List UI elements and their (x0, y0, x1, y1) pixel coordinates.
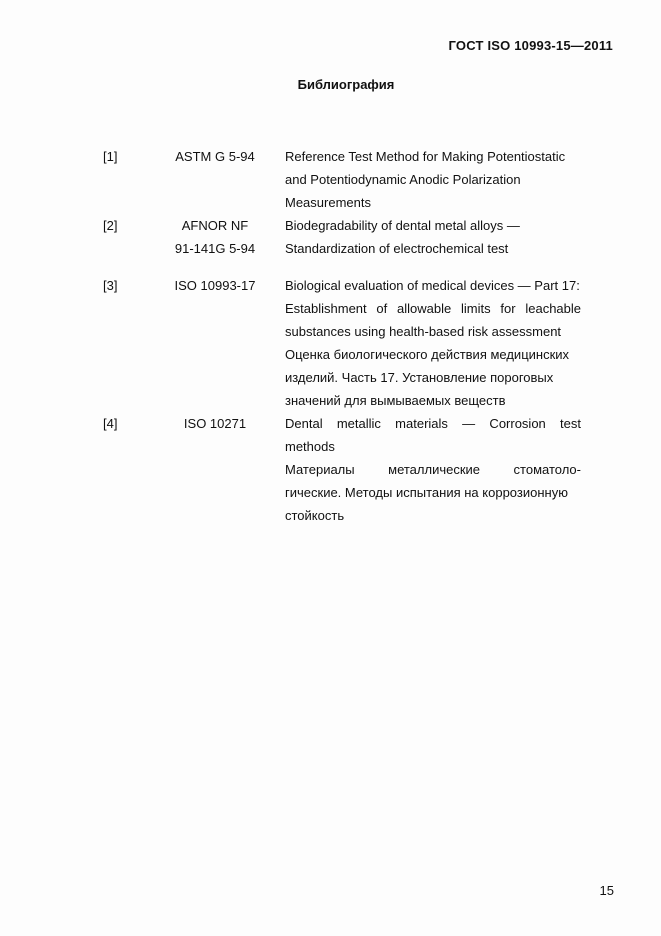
entry-description-line: and Potentiodynamic Anodic Polarization (285, 172, 521, 187)
entry-code (160, 214, 270, 260)
entry-description (285, 274, 581, 412)
entry-description-line: стойкость (285, 508, 345, 523)
entry-description-line: methods (285, 439, 335, 454)
entry-code (160, 274, 270, 297)
entry-description-line: Biodegradability of dental metal alloys — (285, 218, 520, 233)
entry-description-line: Standardization of electrochemical test (285, 241, 509, 256)
entry-code-line: ISO 10993-17 (174, 278, 256, 293)
bibliography-entry-4 (0, 412, 661, 527)
entry-code-line: 91-141G 5-94 (174, 241, 256, 256)
entry-code-line: ASTM G 5-94 (175, 149, 255, 164)
entry-number: [3] (103, 278, 118, 293)
entry-description-line: гические. Методы испытания на коррозионную (285, 485, 568, 500)
entry-code-line: AFNOR NF (181, 218, 249, 233)
bibliography-list (0, 145, 661, 527)
entry-code-line: ISO 10271 (183, 416, 247, 431)
entry-description-line: Measurements (285, 195, 371, 210)
entry-description-line: Материалы металлические стоматоло- (285, 462, 581, 477)
entry-description-line: изделий. Часть 17. Установление пороговых (285, 370, 554, 385)
entry-description (285, 412, 581, 527)
entry-description-line: Biological evaluation of medical devices — Part 17: (285, 278, 580, 293)
entry-number: [4] (103, 416, 118, 431)
bibliography-entry-1 (0, 145, 661, 214)
entry-description-line: Establishment of allowable limits for leachable (285, 301, 581, 316)
standard-code-header: ГОСТ ISO 10993-15—2011 (448, 38, 613, 53)
page-number: 15 (599, 883, 614, 898)
entry-number: [2] (103, 218, 118, 233)
entry-number: [1] (103, 149, 118, 164)
entry-description-line: Reference Test Method for Making Potentiostatic (285, 149, 566, 164)
page-title: Библиография (297, 77, 395, 92)
entry-description-line: substances using health-based risk assessment (285, 324, 562, 339)
entry-code (160, 145, 270, 168)
entry-description (285, 214, 581, 260)
entry-description-line: Dental metallic materials — Corrosion test (285, 416, 581, 431)
bibliography-entry-2 (0, 214, 661, 274)
entry-description-line: Оценка биологического действия медицинских (285, 347, 570, 362)
entry-description-line: значений для вымываемых веществ (285, 393, 506, 408)
entry-code (160, 412, 270, 435)
entry-description (285, 145, 581, 214)
bibliography-entry-3 (0, 274, 661, 412)
